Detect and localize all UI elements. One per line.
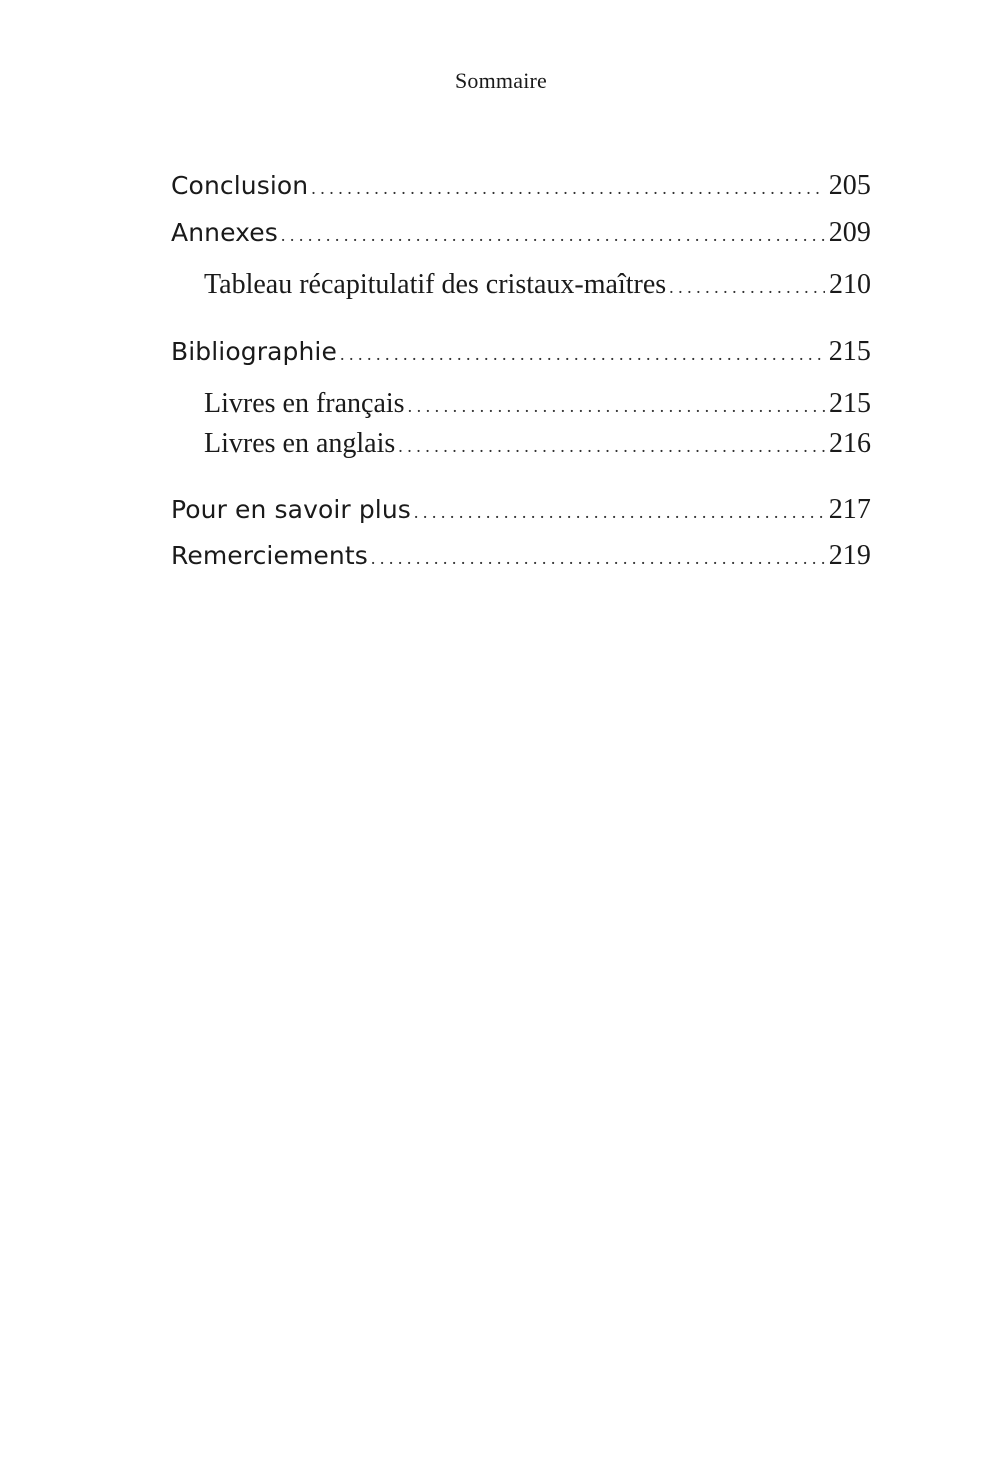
dot-leader	[340, 344, 825, 365]
dot-leader	[371, 548, 825, 569]
toc-entry-bibliographie[interactable]	[171, 336, 871, 368]
dot-leader	[398, 436, 825, 457]
toc-entry-livres-en-anglais[interactable]	[204, 428, 871, 460]
toc-page-number: 210	[829, 269, 871, 300]
dot-leader	[669, 277, 825, 298]
toc-page-number: 215	[828, 336, 871, 367]
toc-entry-annexes[interactable]	[171, 217, 871, 249]
toc-entry-label: Livres en français	[204, 388, 405, 419]
toc-page-number: 217	[828, 494, 871, 525]
toc-entry-tableau-recapitulatif[interactable]	[204, 269, 871, 301]
toc-entry-label: Annexes	[171, 218, 278, 247]
dot-leader	[414, 502, 825, 523]
toc-entry-conclusion[interactable]	[171, 170, 871, 202]
toc-page-number: 209	[828, 217, 871, 248]
toc-entry-label: Bibliographie	[171, 337, 337, 366]
toc-entry-remerciements[interactable]	[171, 540, 871, 572]
dot-leader	[311, 178, 824, 199]
toc-entry-label: Tableau récapitulatif des cristaux-maîtres	[204, 269, 667, 300]
toc-entry-label: Conclusion	[171, 171, 309, 200]
dot-leader	[281, 225, 825, 246]
toc-page-number: 216	[829, 428, 871, 459]
toc-page-number: 219	[828, 540, 871, 571]
toc-page-number: 205	[828, 170, 871, 201]
toc-entry-label: Livres en anglais	[204, 428, 396, 459]
running-head: Sommaire	[454, 68, 548, 93]
toc-entry-label: Pour en savoir plus	[171, 495, 411, 524]
toc-entry-label: Remerciements	[171, 541, 368, 570]
toc-entry-pour-en-savoir-plus[interactable]	[171, 494, 871, 526]
toc-entry-livres-en-francais[interactable]	[204, 388, 871, 420]
dot-leader	[408, 396, 825, 417]
toc-page-number: 215	[829, 388, 871, 419]
